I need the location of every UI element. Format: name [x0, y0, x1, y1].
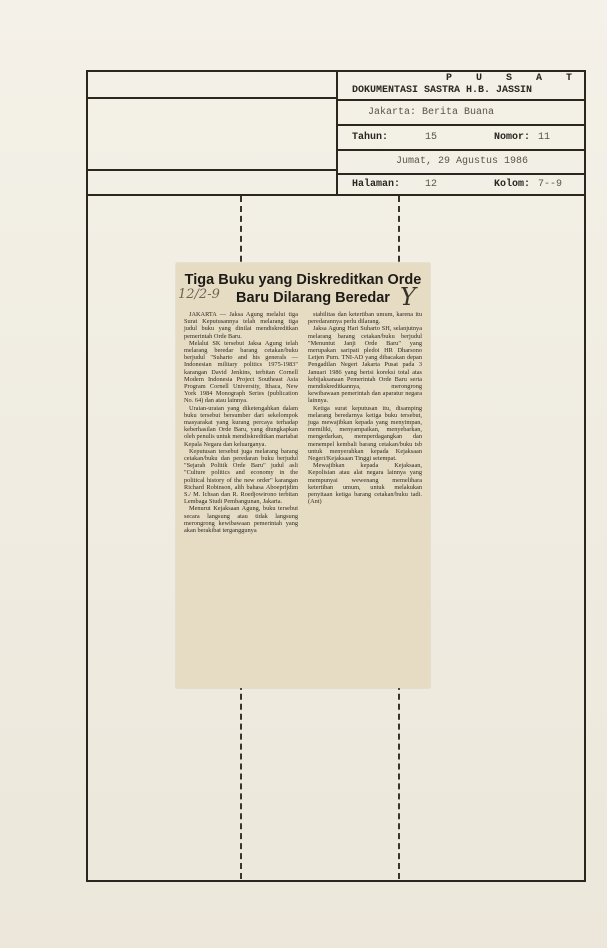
halaman-label: Halaman: — [352, 179, 401, 190]
article-paragraph: Jaksa Agung Hari Suharto SH, selanjutnya melarang barang cetakan/buku berjudul "Menuntut Janji Orde Baru" yang merupakan saripati pledoi HR Dharsono Letjen Purn. TNI-AD yang dibacakan depan Pengadilan Negeri Jakarta Pusat pada 3 Januari 1986 yang berisi koreksi total atas kebijaksanaan Pemerintah Orde Baru serta mendiskreditkannya, merongrong kewibawaan pemerintah dan aparatur negara lainnya. — [308, 325, 422, 405]
article-paragraph: Ketiga surat keputusan itu, disamping melarang beredarnya ketiga buku tersebut, juga mewajibkan kepada yang menyimpan, memiliki, menyampaikan, menyebarkan, mengedarkan, memperdagangkan dan menempel kembali barang cetakan/buku tsb untuk menyerahkan kepada Kejaksaan Negeri/Kejaksaan Tinggi setempat. — [308, 404, 422, 463]
article-paragraph: Mewajibkan kepada Kejaksaan, Kepolisian atau alat negara lainnya yang mempunyai wewenang memelihara ketertiban umum, untuk melakukan penyitaan ketiga barang cetakan/buku tadi. (Ant) — [308, 462, 422, 506]
kolom-value: 7--9 — [538, 179, 563, 190]
headline-line1: Tiga Buku yang Diskreditkan Orde — [184, 272, 422, 288]
article-paragraph: Melalui SK tersebut Jaksa Agung telah melarang beredar barang cetakan/buku berjudul "Suharto and his generals — Indonesian military politics 1975-1983" karangan David Jenkins, terbitan Cornell Modern Indonesia Project Southeast Asia Program Cornell University, Ithaca, New York 1984 Monograph Series (publication No. 64) dan atau lainnya. — [184, 339, 298, 405]
tahun-value: 15 — [425, 132, 438, 143]
article-body — [184, 311, 424, 681]
kolom-label: Kolom: — [494, 179, 531, 190]
handwritten-date-note: 12/2-9 — [178, 287, 220, 302]
article-paragraph: Menurut Kejaksaan Agung, buku tersebut secara langsung atau tidak langsung merongrong kewibawaan pemerintah yang akan berakibat terganggunya — [184, 505, 298, 535]
place-source: Jakarta: Berita Buana — [368, 107, 495, 118]
newspaper-clipping — [176, 263, 430, 688]
institution-line2: DOKUMENTASI SASTRA H.B. JASSIN — [352, 85, 533, 96]
issue-date: Jumat, 29 Agustus 1986 — [396, 156, 529, 167]
article-paragraph: Uraian-uraian yang diketengahkan dalam buku tersebut bersumber dari sekelompok masyarakat yang kurang percaya terhadap keberhasilan Orde Baru, yang diungkapkan oleh penulis untuk mendiskreditkan martabat Kepala Negara dan keluarganya. — [184, 404, 298, 448]
nomor-label: Nomor: — [494, 132, 531, 143]
article-paragraph: JAKARTA — Jaksa Agung melalui tiga Surat Keputusannya telah melarang tiga judul buku yang dinilai mendiskreditkan pemerintah Orde Baru. — [184, 311, 298, 340]
nomor-value: 11 — [538, 132, 551, 143]
article-paragraph: Keputusan tersebut juga melarang barang cetakan/buku dan peredaran buku berjudul "Sejarah Politik Orde Baru" judul asli "Culture politics and economy in the political history of the new order" karangan Richard Robinson, alih bahasa Aboeprijdim S./ M. Ichsan dan R. Roedjowirono terbitan Lembaga Studi Pembangunan, Jakarta. — [184, 447, 298, 506]
handwritten-mark: Y — [400, 283, 416, 311]
tahun-label: Tahun: — [352, 132, 389, 143]
headline-line2: Baru Dilarang Beredar — [236, 290, 390, 306]
article-column-2 — [308, 311, 422, 505]
halaman-value: 12 — [425, 179, 438, 190]
article-paragraph: stabilitas dan ketertiban umum, karena itu peredarannya perlu dilarang. — [308, 311, 422, 326]
article-column-1 — [184, 311, 298, 534]
institution-line1: P U S A T — [446, 73, 582, 84]
